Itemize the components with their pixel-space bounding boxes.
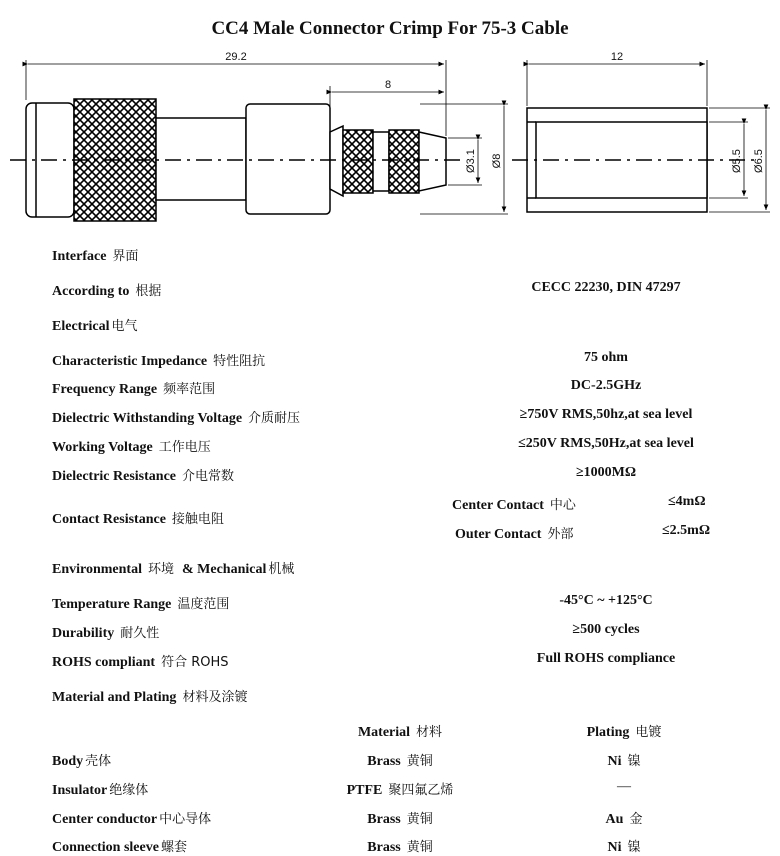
label-impedance: Characteristic Impedance 特性阻抗 xyxy=(52,354,266,369)
value-dielectric-resistance: ≥1000MΩ xyxy=(575,465,637,480)
table-row: Insulator 绝缘体 xyxy=(52,783,149,798)
value-withstanding: ≥750V RMS,50hz,at sea level xyxy=(519,407,693,422)
material-cell: PTFE 聚四氟乙烯 xyxy=(346,783,454,798)
value-impedance: 75 ohm xyxy=(584,350,628,365)
dim-d65: Ø6.5 xyxy=(753,149,765,173)
dim-d31: Ø3.1 xyxy=(465,149,477,173)
label-withstanding: Dielectric Withstanding Voltage 介质耐压 xyxy=(52,411,301,426)
label-durability: Durability 耐久性 xyxy=(52,626,160,641)
plating-cell: — xyxy=(617,779,631,794)
label-frequency: Frequency Range 频率范围 xyxy=(52,382,216,397)
material-cell: Brass 黄铜 xyxy=(367,812,433,827)
label-material-plating: Material and Plating 材料及涂镀 xyxy=(52,690,248,705)
dim-sleeve-length: 12 xyxy=(610,51,624,63)
table-row: Connection sleeve 螺套 xyxy=(52,840,187,855)
material-cell: Brass 黄铜 xyxy=(367,754,433,769)
label-working: Working Voltage 工作电压 xyxy=(52,440,211,455)
plating-cell: Au 金 xyxy=(605,812,643,827)
label-outer-contact: Outer Contact 外部 xyxy=(455,527,574,542)
label-temperature: Temperature Range 温度范围 xyxy=(52,597,230,612)
value-working: ≤250V RMS,50Hz,at sea level xyxy=(518,436,694,451)
label-environmental: Environmental 环境 & Mechanical 机械 xyxy=(52,562,295,577)
table-row: Center conductor 中心导体 xyxy=(52,812,212,827)
label-center-contact: Center Contact 中心 xyxy=(452,498,576,513)
dim-d55: Ø5.5 xyxy=(731,149,743,173)
label-contact-resistance: Contact Resistance 接触电阻 xyxy=(52,512,224,527)
label-according: According to 根据 xyxy=(52,284,162,299)
label-rohs: ROHS compliant 符合 ROHS xyxy=(52,655,229,670)
label-electrical: Electrical 电气 xyxy=(52,319,138,334)
header-plating: Plating 电镀 xyxy=(586,725,662,740)
dim-overall: 29.2 xyxy=(225,51,247,63)
label-dielectric-resistance: Dielectric Resistance 介电常数 xyxy=(52,469,235,484)
value-according: CECC 22230, DIN 47297 xyxy=(531,280,681,295)
dim-crimp: 8 xyxy=(384,79,392,91)
value-durability: ≥500 cycles xyxy=(572,622,640,637)
value-rohs: Full ROHS compliance xyxy=(536,651,676,666)
material-cell: Brass 黄铜 xyxy=(367,840,433,855)
page-title: CC4 Male Connector Crimp For 75-3 Cable xyxy=(211,18,569,39)
plating-cell: Ni 镍 xyxy=(607,754,641,769)
table-row: Body 壳体 xyxy=(52,754,112,769)
label-interface: Interface 界面 xyxy=(52,249,139,264)
dim-d8: Ø8 xyxy=(491,153,503,169)
plating-cell: Ni 镍 xyxy=(607,840,641,855)
header-material: Material 材料 xyxy=(357,725,443,740)
value-center-contact: ≤4mΩ xyxy=(668,494,706,509)
value-outer-contact: ≤2.5mΩ xyxy=(662,523,711,538)
value-temperature: -45°C ~ +125°C xyxy=(559,593,653,608)
value-frequency: DC-2.5GHz xyxy=(570,378,642,393)
